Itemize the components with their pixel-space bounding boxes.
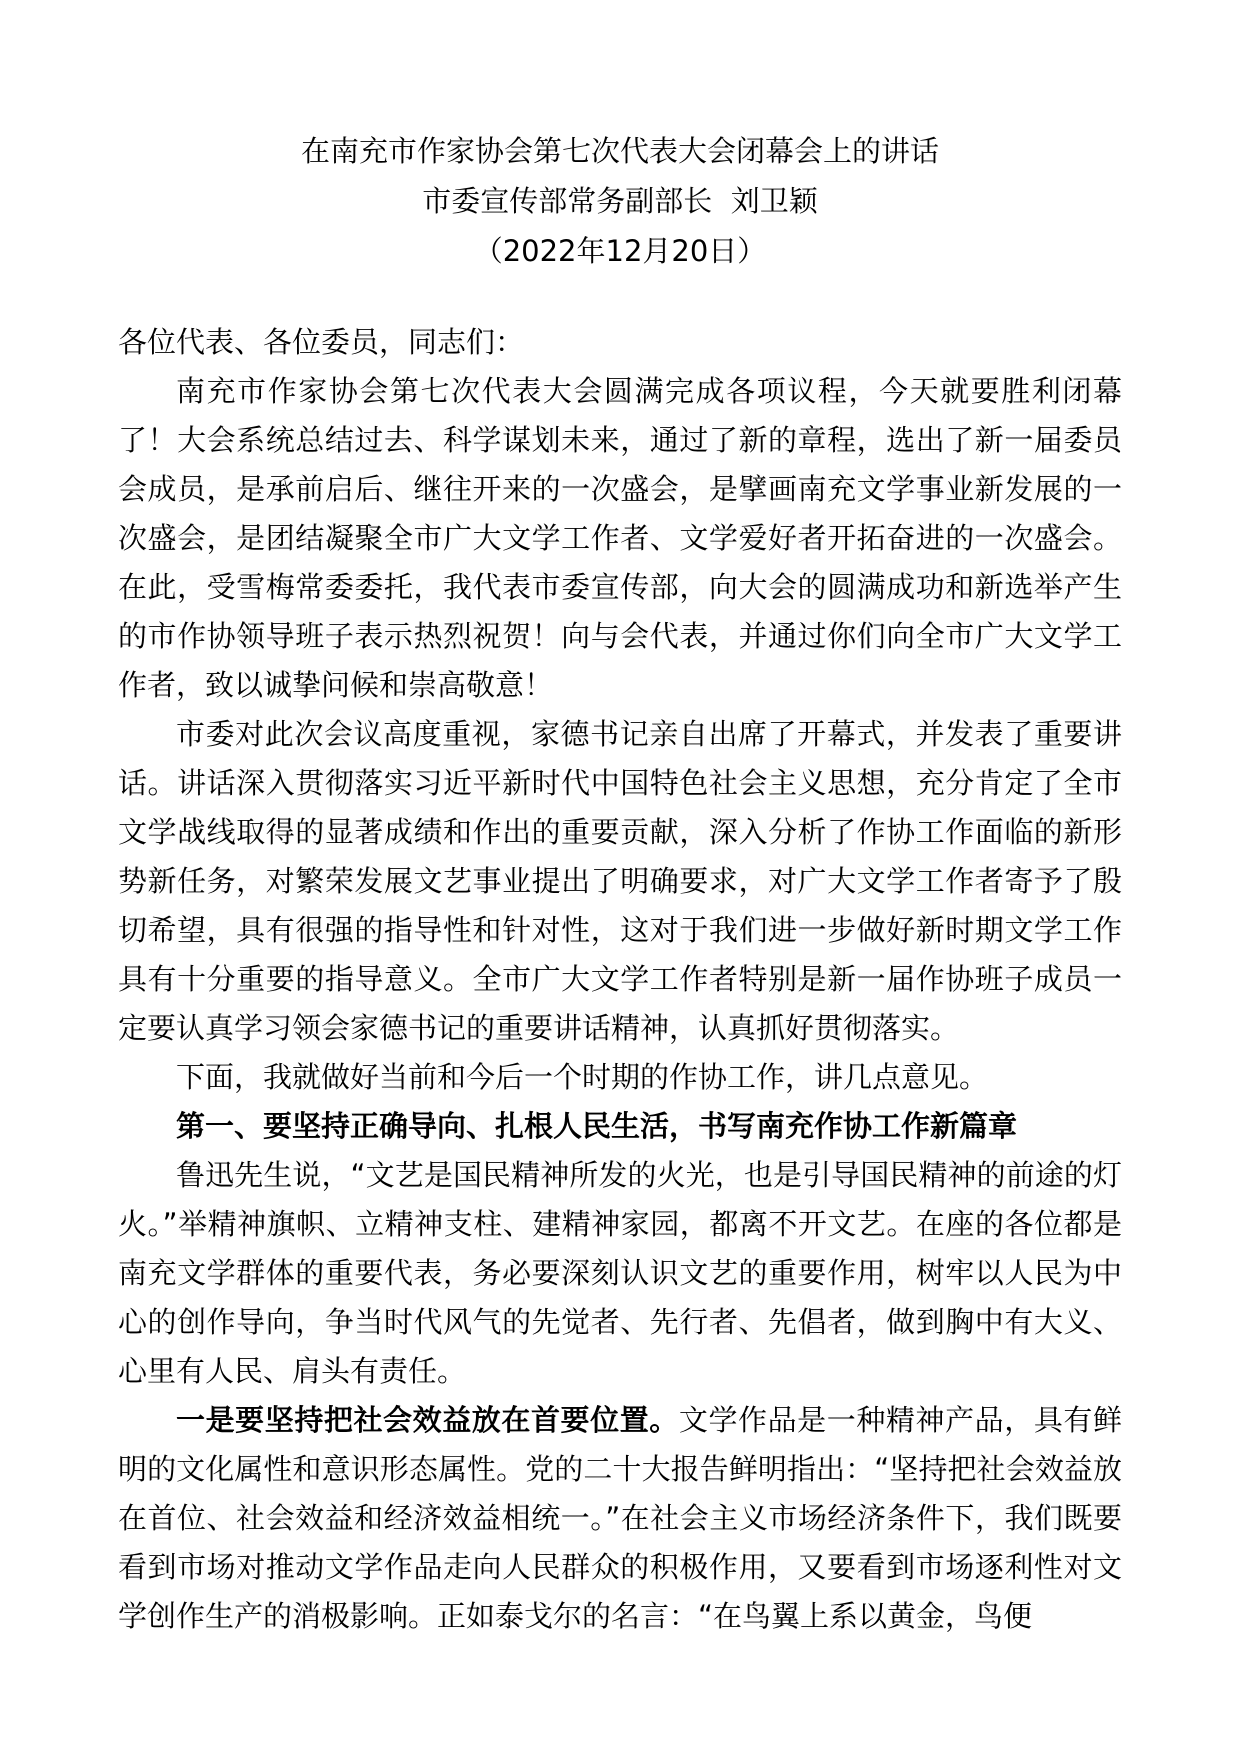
paragraph-4: 鲁迅先生说，“文艺是国民精神所发的火光，也是引导国民精神的前途的灯火。”举精神旗帜、立精神支柱、建精神家园，都离不开文艺。在座的各位都是南充文学群体的重要代表，务必要深刻认识文艺的重要作用，树牢以人民为中心的创作导向，争当时代风气的先觉者、先行者、先倡者，做到胸中有大义、心里有人民、肩头有责任。 [118, 1158, 1122, 1388]
document-body [118, 318, 1122, 1641]
section-heading-1: 第一、要坚持正确导向、扎根人民生活，书写南充作协工作新篇章 [176, 1109, 1018, 1143]
paragraph-3: 下面，我就做好当前和今后一个时期的作协工作，讲几点意见。 [176, 1060, 989, 1094]
paragraph-1: 南充市作家协会第七次代表大会圆满完成各项议程，今天就要胜利闭幕了！大会系统总结过去、科学谋划未来，通过了新的章程，选出了新一届委员会成员，是承前启后、继往开来的一次盛会，是擘画南充文学事业新发展的一次盛会，是团结凝聚全市广大文学工作者、文学爱好者开拓奋进的一次盛会。在此，受雪梅常委委托，我代表市委宣传部，向大会的圆满成功和新选举产生的市作协领导班子表示热烈祝贺！向与会代表，并通过你们向全市广大文学工作者，致以诚挚问候和崇高敬意！ [118, 374, 1122, 702]
paragraph-5-lead: 一是要坚持把社会效益放在首要位置。 [176, 1403, 679, 1437]
paragraph-5-text: 文学作品是一种精神产品，具有鲜明的文化属性和意识形态属性。党的二十大报告鲜明指出：“坚持把社会效益放在首位、社会效益和经济效益相统一。”在社会主义市场经济条件下，我们既要看到市场对推动文学作品走向人民群众的积极作用，又要看到市场逐利性对文学创作生产的消极影响。正如泰戈尔的名言：“在鸟翼上系以黄金，鸟便 [118, 1403, 1122, 1633]
title-block [118, 126, 1122, 276]
paragraph-2: 市委对此次会议高度重视，家德书记亲自出席了开幕式，并发表了重要讲话。讲话深入贯彻落实习近平新时代中国特色社会主义思想，充分肯定了全市文学战线取得的显著成绩和作出的重要贡献，深入分析了作协工作面临的新形势新任务，对繁荣发展文艺事业提出了明确要求，对广大文学工作者寄予了殷切希望，具有很强的指导性和针对性，这对于我们进一步做好新时期文学工作具有十分重要的指导意义。全市广大文学工作者特别是新一届作协班子成员一定要认真学习领会家德书记的重要讲话精神，认真抓好贯彻落实。 [118, 717, 1122, 1045]
speaker-line: 市委宣传部常务副部长 刘卫颖 [422, 184, 818, 218]
salutation: 各位代表、各位委员，同志们： [118, 325, 525, 359]
speech-title: 在南充市作家协会第七次代表大会闭幕会上的讲话 [300, 134, 939, 168]
speech-date: （2022年12月20日） [473, 234, 767, 268]
paragraph-5 [118, 1396, 1122, 1641]
